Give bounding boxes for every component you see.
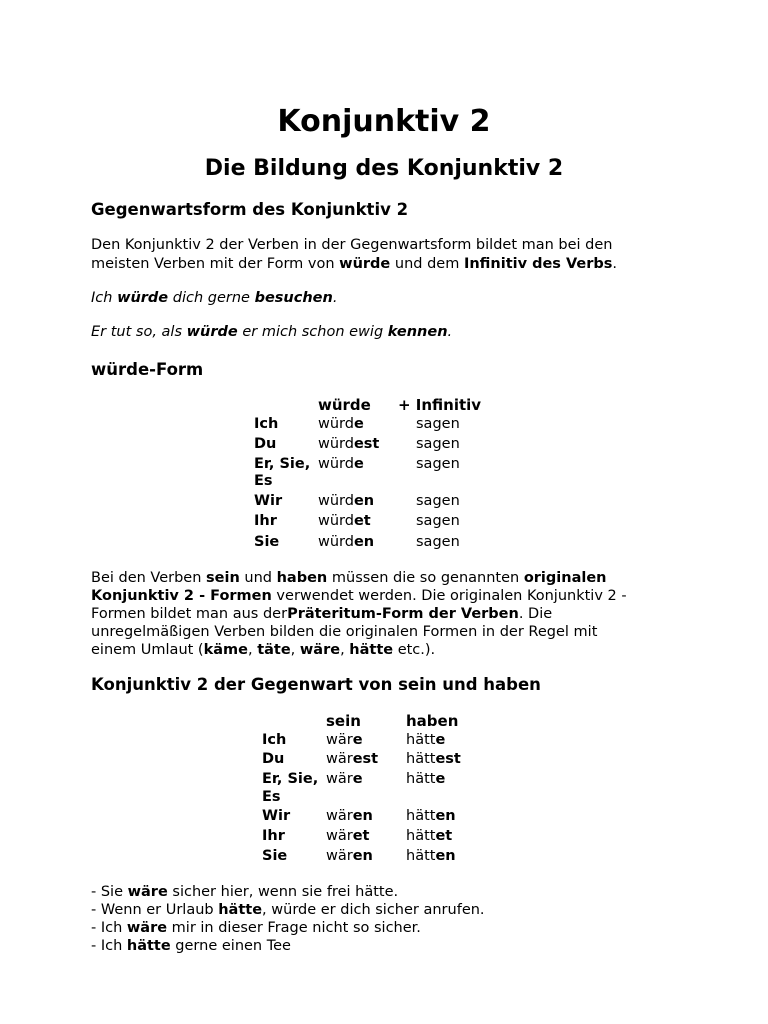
sein-cell: wäret bbox=[326, 828, 370, 844]
example-sentence: Ich würde dich gerne besuchen. bbox=[91, 290, 338, 306]
pronoun-cell: Ihr bbox=[262, 828, 285, 844]
verb-cell: würden bbox=[318, 493, 375, 509]
pronoun-cell: Sie bbox=[262, 848, 288, 864]
example-list-item: - Sie wäre sicher hier, wenn sie frei hätte. bbox=[91, 884, 399, 900]
haben-cell: hätten bbox=[406, 848, 456, 864]
paragraph-line: unregelmäßigen Verben bilden die originalen Formen in der Regel mit bbox=[91, 624, 598, 640]
infinitive-cell: sagen bbox=[416, 456, 460, 472]
pronoun-cell: Wir bbox=[262, 808, 291, 824]
infinitive-cell: sagen bbox=[416, 436, 460, 452]
pronoun-cell: Ich bbox=[254, 416, 279, 432]
haben-cell: hätte bbox=[406, 771, 446, 787]
column-header: sein bbox=[326, 712, 361, 730]
example-sentence: Er tut so, als würde er mich schon ewig kennen. bbox=[91, 324, 453, 340]
example-list-item: - Ich hätte gerne einen Tee bbox=[91, 938, 291, 954]
pronoun-cell: Er, Sie, bbox=[254, 456, 311, 472]
verb-cell: würde bbox=[318, 416, 364, 432]
pronoun-cell: Sie bbox=[254, 534, 280, 550]
infinitive-cell: sagen bbox=[416, 416, 460, 432]
verb-cell: würdest bbox=[318, 436, 380, 452]
pronoun-cell: Er, Sie, bbox=[262, 771, 319, 787]
pronoun-cell: Du bbox=[254, 436, 277, 452]
infinitive-cell: sagen bbox=[416, 513, 460, 529]
verb-cell: würdet bbox=[318, 513, 371, 529]
column-header: würde bbox=[318, 396, 371, 414]
column-header: haben bbox=[406, 712, 459, 730]
paragraph-line: einem Umlaut (käme, täte, wäre, hätte etc.). bbox=[91, 642, 436, 658]
pronoun-cell: Ihr bbox=[254, 513, 277, 529]
section-heading-sein-haben: Konjunktiv 2 der Gegenwart von sein und haben bbox=[91, 675, 541, 694]
page-title: Konjunktiv 2 bbox=[277, 104, 491, 139]
sein-cell: wäre bbox=[326, 732, 363, 748]
infinitive-cell: sagen bbox=[416, 534, 460, 550]
infinitive-cell: sagen bbox=[416, 493, 460, 509]
verb-cell: würden bbox=[318, 534, 375, 550]
pronoun-cell: Ich bbox=[262, 732, 287, 748]
paragraph-line: Konjunktiv 2 - Formen verwendet werden. Die originalen Konjunktiv 2 - bbox=[91, 588, 627, 604]
pronoun-cell: Du bbox=[262, 751, 285, 767]
page-subtitle: Die Bildung des Konjunktiv 2 bbox=[204, 156, 564, 181]
example-list-item: - Wenn er Urlaub hätte, würde er dich sicher anrufen. bbox=[91, 902, 485, 918]
haben-cell: hätten bbox=[406, 808, 456, 824]
sein-cell: wäre bbox=[326, 771, 363, 787]
section-heading-gegenwartsform: Gegenwartsform des Konjunktiv 2 bbox=[91, 200, 409, 219]
sein-cell: wären bbox=[326, 848, 373, 864]
column-header: + Infinitiv bbox=[398, 396, 482, 414]
haben-cell: hättet bbox=[406, 828, 453, 844]
sein-cell: wären bbox=[326, 808, 373, 824]
paragraph-line: meisten Verben mit der Form von würde und dem Infinitiv des Verbs. bbox=[91, 256, 618, 272]
paragraph-line: Den Konjunktiv 2 der Verben in der Gegenwartsform bildet man bei den bbox=[91, 237, 613, 253]
section-heading-wuerde-form: würde-Form bbox=[91, 360, 204, 379]
sein-cell: wärest bbox=[326, 751, 379, 767]
haben-cell: hätte bbox=[406, 732, 446, 748]
example-list-item: - Ich wäre mir in dieser Frage nicht so sicher. bbox=[91, 920, 421, 936]
pronoun-cell-continued: Es bbox=[262, 789, 281, 805]
pronoun-cell: Wir bbox=[254, 493, 283, 509]
paragraph-line: Bei den Verben sein und haben müssen die so genannten originalen bbox=[91, 570, 607, 586]
paragraph-line: Formen bildet man aus derPräteritum-Form der Verben. Die bbox=[91, 606, 553, 622]
pronoun-cell-continued: Es bbox=[254, 473, 273, 489]
haben-cell: hättest bbox=[406, 751, 461, 767]
verb-cell: würde bbox=[318, 456, 364, 472]
